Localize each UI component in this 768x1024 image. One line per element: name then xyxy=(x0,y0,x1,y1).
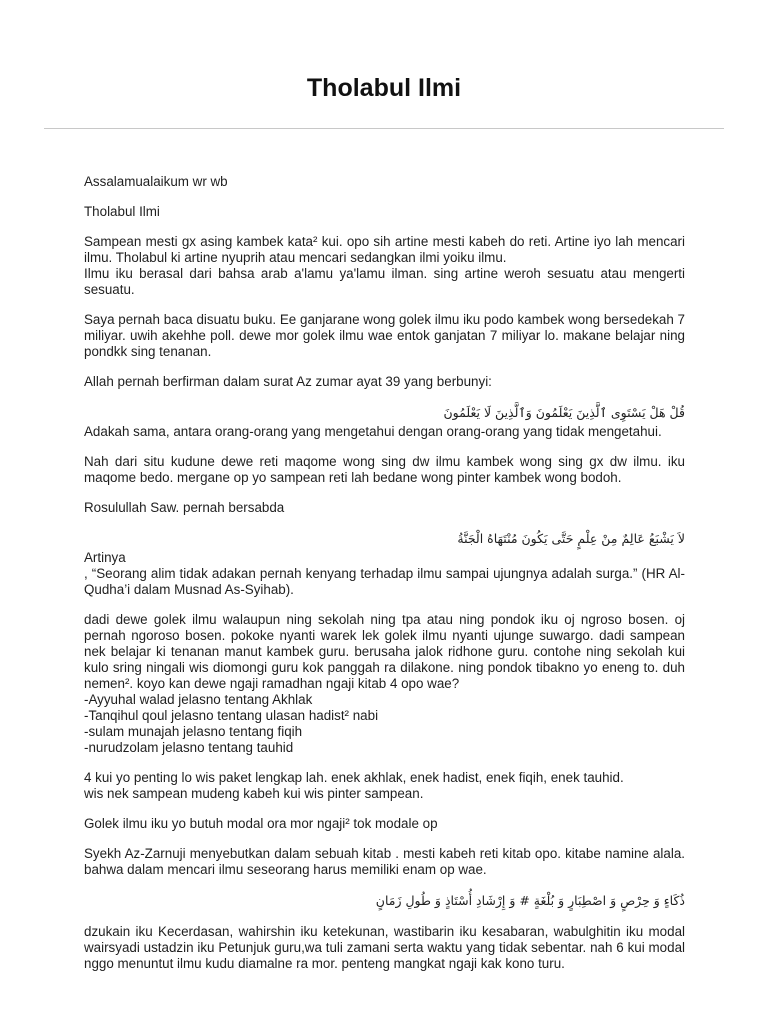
list-item: -sulam munajah jelasno tentang fiqih xyxy=(84,724,303,739)
paragraph-ilmu-origin: Ilmu iku berasal dari bahsa arab a'lamu ya'lamu ilman. sing artine weroh sesuatu atau mengerti sesuatu. xyxy=(84,266,685,297)
paragraph-hadith-translation: , “Seorang alim tidak adakan pernah kenyang terhadap ilmu sampai ujungnya adalah surga.” (HR Al-Qudha’i dalam Musnad As-Syihab). xyxy=(84,566,685,597)
paragraph-quran-intro: Allah pernah berfirman dalam surat Az zumar ayat 39 yang berbunyi: xyxy=(84,374,492,389)
paragraph-six-requirements: dzukain iku Kecerdasan, wahirshin iku ketekunan, wastibarin iku kesabaran, wabulghitin iku modal wairsyadi ustadzin iku Petunjuk guru,wa tuli zamani serta waktu yang tidak sebentar. nah 6 kui modal nggo menuntut ilmu kudu diamalne ra mor. penteng mangkat ngaji kak kono turu. xyxy=(84,924,685,971)
paragraph-summary-2: wis nek sampean mudeng kabeh kui wis pinter sampean. xyxy=(84,786,424,801)
title-divider xyxy=(44,128,724,129)
paragraph-subject: Tholabul Ilmi xyxy=(84,204,160,219)
paragraph-artinya: Artinya xyxy=(84,550,126,565)
paragraph-maqom: Nah dari situ kudune dewe reti maqome wong sing dw ilmu kambek wong sing gx dw ilmu. iku maqome bedo. mergane op yo sampean reti lah bedane wong pinter kambek wong bodoh. xyxy=(84,454,685,485)
paragraph-intro: Sampean mesti gx asing kambek kata² kui. opo sih artine mesti kabeh do reti. Artine iyo lah mencari ilmu. Tholabul ki artine nyuprih atau mencari sedangkan ilmi yoiku ilmu. xyxy=(84,234,685,265)
arabic-hadith: لاَ يَشْبَعُ عَالِمٌ مِنْ عِلْمٍ حَتَّى يَكُونَ مُنْتَهَاهُ الْجَنَّةُ xyxy=(457,531,685,546)
paragraph-modal: Golek ilmu iku yo butuh modal ora mor ngaji² tok modale op xyxy=(84,816,438,831)
arabic-poem: ذُكَاءٍ وَ حِرْصٍ وَ اصْطِبَارٍ وَ بُلْغَةٍ # وَ إِرْشَادِ أُسْتَاذٍ وَ طُولِ زَمَانٍ xyxy=(375,893,685,908)
paragraph-greeting: Assalamualaikum wr wb xyxy=(84,174,228,189)
list-item: -Ayyuhal walad jelasno tentang Akhlak xyxy=(84,692,313,707)
list-item: -Tanqihul qoul jelasno tentang ulasan hadist² nabi xyxy=(84,708,379,723)
paragraph-verse-translation: Adakah sama, antara orang-orang yang mengetahui dengan orang-orang yang tidak mengetahui. xyxy=(84,424,662,439)
paragraph-hadith-intro: Rosulullah Saw. pernah bersabda xyxy=(84,500,285,515)
paragraph-reward: Saya pernah baca disuatu buku. Ee ganjarane wong golek ilmu iku podo kambek wong bersedekah 7 miliyar. uwih akehhe poll. dewe mor golek ilmu wae entok ganjatan 7 miliyar lo. makane belajar ning pondkk sing tenanan. xyxy=(84,312,685,359)
list-item: -nurudzolam jelasno tentang tauhid xyxy=(84,740,294,755)
document-title: Tholabul Ilmi xyxy=(306,74,462,102)
document-body xyxy=(84,174,685,986)
paragraph-zarnuji: Syekh Az-Zarnuji menyebutkan dalam sebuah kitab . mesti kabeh reti kitab opo. kitabe namine alala. bahwa dalam mencari ilmu seseorang harus memiliki enam op wae. xyxy=(84,846,685,877)
arabic-verse-az-zumar: قُلْ هَلْ يَسْتَوِى ٱلَّذِينَ يَعْلَمُونَ وَٱلَّذِينَ لَا يَعْلَمُونَ xyxy=(443,405,685,420)
paragraph-advice: dadi dewe golek ilmu walaupun ning sekolah ning tpa atau ning pondok iku oj ngroso bosen. oj pernah ngoroso bosen. pokoke nyanti warek lek golek ilmu nyanti ujunge suwargo. dadi sampean nek belajar ki tenanan manut kambek guru. berusaha jalok ridhone guru. contohe ning sekolah kui kulo sring ningali wis diomongi guru kok panggah ra dilakone. ning pondok tibakno yo eneng to. duh nemen². koyo kan dewe ngaji ramadhan ngaji kitab 4 opo wae? xyxy=(84,612,685,691)
paragraph-summary: 4 kui yo penting lo wis paket lengkap lah. enek akhlak, enek hadist, enek fiqih, enek tauhid. xyxy=(84,770,624,785)
